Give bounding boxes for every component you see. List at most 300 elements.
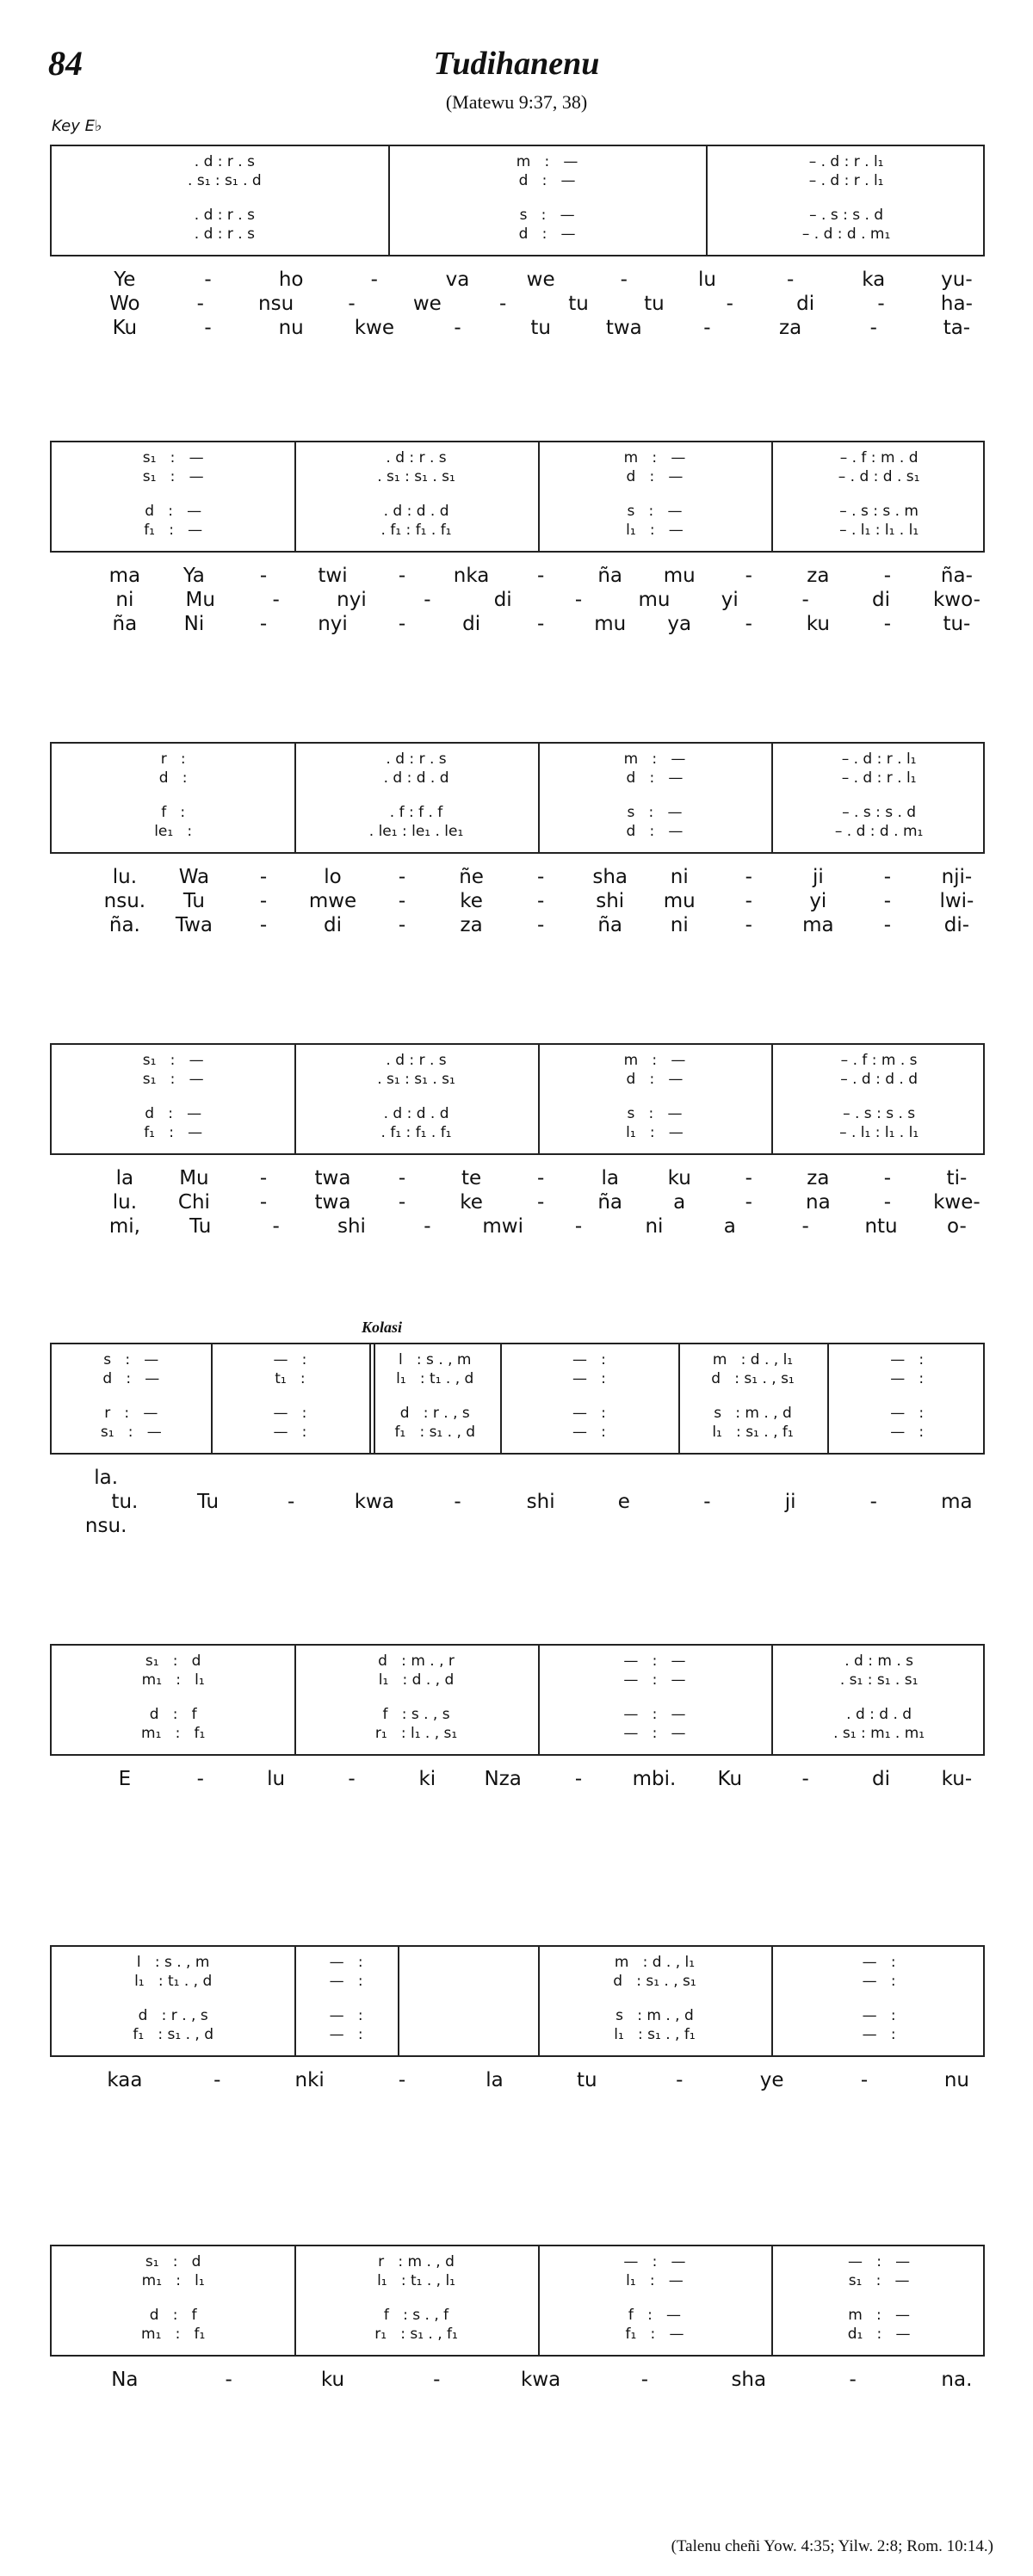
measure-notes: – . s : s . m xyxy=(839,503,919,520)
lyric-syllable: la xyxy=(601,1167,619,1189)
lyric-syllable: Ye xyxy=(114,269,136,291)
lyric-syllable: va xyxy=(445,269,470,291)
lyric-syllable: nka xyxy=(453,565,490,587)
lyric-syllable: mu xyxy=(663,890,696,912)
lyric-line xyxy=(50,1167,985,1191)
measure-notes: . d : r . s xyxy=(184,207,255,224)
lyric-syllable: - xyxy=(869,1491,877,1513)
measure-notes: — : xyxy=(572,1370,606,1387)
voice-row xyxy=(52,1124,983,1141)
lyric-syllable: e xyxy=(617,1491,630,1513)
lyric-syllable: Tu xyxy=(182,890,205,912)
measure-notes: . d : d . d xyxy=(383,769,449,787)
lyric-syllable: - xyxy=(398,914,406,936)
lyrics-block xyxy=(50,2369,985,2393)
measure-notes: – . d : r . l₁ xyxy=(841,769,917,787)
voice-row xyxy=(52,1052,983,1069)
lyric-line xyxy=(50,1515,985,1539)
lyric-syllable: o- xyxy=(947,1215,967,1238)
lyric-syllable: ho xyxy=(278,269,304,291)
lyric-syllable: - xyxy=(883,1191,892,1214)
lyrics-block xyxy=(50,1167,985,1239)
lyric-syllable: lwi- xyxy=(939,890,974,912)
measure-notes: f : — xyxy=(628,2307,682,2324)
lyric-syllable: mu xyxy=(638,589,671,611)
lyric-syllable: kwe- xyxy=(933,1191,980,1214)
measure-notes: – . d : d . d xyxy=(840,1071,919,1088)
measure-notes: m : — xyxy=(623,449,686,466)
voice-row xyxy=(52,2026,983,2043)
voice-row xyxy=(52,503,983,520)
lyric-syllable: E xyxy=(118,1768,132,1790)
lyric-syllable: Chi xyxy=(177,1191,210,1214)
lyric-syllable: - xyxy=(454,1491,461,1513)
lyric-syllable: mi, xyxy=(108,1215,140,1238)
lyric-syllable: ku xyxy=(320,2369,345,2391)
lyric-syllable: - xyxy=(398,565,406,587)
measure-notes: r₁ : s₁ . , f₁ xyxy=(374,2326,458,2343)
lyric-syllable: ya xyxy=(667,613,692,635)
solfa-staff xyxy=(50,1043,985,1155)
key-signature: Key E♭ xyxy=(52,117,102,135)
lyric-syllable: we xyxy=(526,269,555,291)
voice-row xyxy=(52,1405,983,1422)
measure-notes: . d : r . s xyxy=(184,225,255,243)
lyric-syllable: - xyxy=(801,589,809,611)
measure-notes: s : m . , d xyxy=(615,2007,694,2024)
lyric-syllable: - xyxy=(883,1167,892,1189)
lyric-syllable: shi xyxy=(596,890,625,912)
lyric-syllable: twa xyxy=(605,317,642,339)
lyric-syllable: - xyxy=(883,565,892,587)
solfa-staff xyxy=(50,1644,985,1756)
lyric-line xyxy=(50,269,985,293)
measure-notes: — : — xyxy=(623,1652,686,1670)
measure-notes: t₁ : xyxy=(275,1370,306,1387)
measure-notes: m : — xyxy=(516,153,578,170)
lyric-syllable: - xyxy=(348,1768,356,1790)
voice-row xyxy=(52,823,983,840)
measure-notes: — : xyxy=(862,1973,896,1990)
lyric-syllable: - xyxy=(424,1215,431,1238)
lyric-syllable: - xyxy=(259,1191,268,1214)
lyric-syllable: - xyxy=(849,2369,857,2391)
measure-notes: m : d . , l₁ xyxy=(712,1351,794,1368)
measure-notes: d : — xyxy=(626,823,684,840)
lyric-syllable: - xyxy=(398,1191,406,1214)
lyric-syllable: Nza xyxy=(484,1768,522,1790)
measure-notes: — : — xyxy=(623,1706,686,1723)
lyric-syllable: twi xyxy=(318,565,348,587)
measure-notes: — : — xyxy=(848,2253,911,2270)
lyric-syllable: a xyxy=(673,1191,686,1214)
voice-row xyxy=(52,1071,983,1088)
lyric-syllable: ji xyxy=(812,866,824,888)
lyric-syllable: di xyxy=(872,589,891,611)
voice-row xyxy=(52,207,983,224)
lyric-line xyxy=(50,317,985,341)
lyric-syllable: - xyxy=(370,269,378,291)
lyric-line xyxy=(50,1467,985,1491)
voice-row xyxy=(52,769,983,787)
lyric-syllable: - xyxy=(204,269,212,291)
measure-notes: . d : d . d xyxy=(383,1105,449,1122)
lyric-syllable: - xyxy=(259,914,268,936)
lyric-syllable: kaa xyxy=(107,2069,143,2091)
measure-notes: d : m . , r xyxy=(378,1652,455,1670)
lyric-syllable: Ya xyxy=(182,565,205,587)
lyric-syllable: lu. xyxy=(112,866,138,888)
scripture-reference: (Matewu 9:37, 38) xyxy=(445,91,588,113)
measure-notes: m : — xyxy=(623,1052,686,1069)
measure-notes: l₁ : — xyxy=(626,1124,684,1141)
lyric-syllable: Twa xyxy=(175,914,213,936)
lyric-syllable: di xyxy=(324,914,342,936)
lyric-line xyxy=(50,890,985,914)
lyric-syllable: - xyxy=(883,890,892,912)
music-system xyxy=(50,1945,985,2093)
lyric-syllable: tu. xyxy=(111,1491,139,1513)
lyric-syllable: - xyxy=(745,866,752,888)
lyric-syllable: - xyxy=(196,1768,204,1790)
music-system xyxy=(50,1043,985,1239)
lyric-syllable: nsu. xyxy=(84,1515,127,1537)
measure-notes: – . s : s . d xyxy=(809,207,884,224)
measure-notes: l₁ : d . , d xyxy=(378,1671,455,1689)
lyric-syllable: - xyxy=(869,317,877,339)
lyric-syllable: tu xyxy=(568,293,589,315)
lyric-syllable: nsu xyxy=(258,293,294,315)
lyric-syllable: ma xyxy=(108,565,141,587)
measure-notes: – . f : m . s xyxy=(840,1052,918,1069)
voice-row xyxy=(52,1652,983,1670)
lyric-syllable: lo xyxy=(324,866,342,888)
lyric-syllable: - xyxy=(883,914,892,936)
measure-notes: – . d : d . m₁ xyxy=(801,225,891,243)
lyric-syllable: ni xyxy=(670,914,689,936)
measure-notes: — : xyxy=(890,1370,925,1387)
hymn-title: Tudihanenu xyxy=(433,46,600,82)
measure-notes: d : — xyxy=(626,1071,684,1088)
measure-notes: . le₁ : le₁ . le₁ xyxy=(368,823,464,840)
music-system xyxy=(50,1343,985,1539)
measure-notes: m₁ : f₁ xyxy=(141,1725,206,1742)
lyric-syllable: - xyxy=(536,890,545,912)
measure-notes: . s₁ : s₁ . s₁ xyxy=(377,1071,455,1088)
measure-notes: s : — xyxy=(103,1351,159,1368)
measure-notes: d : r . , s xyxy=(138,2007,208,2024)
lyric-line xyxy=(50,1215,985,1239)
lyric-syllable: te xyxy=(461,1167,482,1189)
measure-notes: s : — xyxy=(627,1105,683,1122)
voice-row xyxy=(52,1973,983,1990)
hymn-number: 84 xyxy=(48,44,83,83)
lyric-syllable: la xyxy=(486,2069,504,2091)
measure-notes: s : — xyxy=(627,503,683,520)
lyric-syllable: tu xyxy=(644,293,665,315)
lyric-syllable: lu xyxy=(697,269,716,291)
chorus-label: Kolasi xyxy=(362,1319,403,1336)
measure-notes: – . d : r . l₁ xyxy=(841,751,917,768)
lyric-syllable: - xyxy=(196,293,204,315)
measure-notes: d₁ : — xyxy=(847,2326,911,2343)
lyric-line xyxy=(50,1491,985,1515)
lyric-syllable: mwi xyxy=(482,1215,524,1238)
lyric-line xyxy=(50,613,985,637)
music-system xyxy=(50,441,985,637)
lyric-syllable: - xyxy=(574,589,583,611)
measure-notes: l₁ : — xyxy=(626,522,684,539)
measure-notes: d : — xyxy=(626,769,684,787)
measure-notes: . f : f . f xyxy=(389,804,443,821)
lyric-syllable: yu- xyxy=(941,269,973,291)
lyric-syllable: yi xyxy=(721,589,739,611)
lyric-syllable: Ni xyxy=(183,613,205,635)
voice-row xyxy=(52,225,983,243)
lyric-syllable: - xyxy=(398,613,406,635)
measure-notes: – . f : m . d xyxy=(839,449,919,466)
measure-notes: r₁ : l₁ . , s₁ xyxy=(374,1725,458,1742)
lyric-syllable: yi xyxy=(809,890,827,912)
lyric-syllable: tu xyxy=(530,317,551,339)
measure-notes: – . d : r . l₁ xyxy=(808,172,884,189)
voice-row xyxy=(52,1424,983,1441)
voice-row xyxy=(52,2326,983,2343)
lyric-syllable: - xyxy=(213,2069,221,2091)
lyric-syllable: ku xyxy=(667,1167,691,1189)
lyric-syllable: nyi xyxy=(318,613,348,635)
lyric-syllable: sha xyxy=(592,866,628,888)
lyric-syllable: sha xyxy=(731,2369,767,2391)
lyric-syllable: - xyxy=(348,293,356,315)
lyric-syllable: - xyxy=(259,613,268,635)
lyric-syllable: - xyxy=(703,1491,711,1513)
lyric-syllable: - xyxy=(726,293,733,315)
measure-notes: l₁ : — xyxy=(626,2272,684,2289)
measure-notes: f : s . , f xyxy=(383,2307,449,2324)
lyric-syllable: nji- xyxy=(941,866,973,888)
lyric-syllable: ku xyxy=(806,613,830,635)
lyric-syllable: - xyxy=(745,1191,752,1214)
lyric-syllable: ña- xyxy=(940,565,973,587)
lyric-syllable: ke xyxy=(460,1191,483,1214)
voice-row xyxy=(52,751,983,768)
lyric-syllable: ña xyxy=(597,1191,623,1214)
lyric-syllable: - xyxy=(745,914,752,936)
lyric-syllable: we xyxy=(412,293,442,315)
measure-notes: d : f xyxy=(149,1706,197,1723)
voice-row xyxy=(52,1725,983,1742)
measure-notes: d : f xyxy=(149,2307,197,2324)
solfa-staff xyxy=(50,441,985,553)
voice-row xyxy=(52,153,983,170)
lyric-syllable: ña xyxy=(112,613,138,635)
lyric-syllable: - xyxy=(225,2369,232,2391)
measure-notes: – . d : d . s₁ xyxy=(838,468,920,485)
lyric-line xyxy=(50,2369,985,2393)
measure-notes: — : xyxy=(329,1954,363,1971)
lyric-syllable: la. xyxy=(94,1467,119,1489)
lyrics-block xyxy=(50,1768,985,1792)
measure-notes: d : — xyxy=(102,1370,160,1387)
measure-notes: l₁ : t₁ . , l₁ xyxy=(377,2272,455,2289)
lyric-syllable: - xyxy=(424,589,431,611)
voice-row xyxy=(52,1370,983,1387)
lyric-syllable: nsu. xyxy=(103,890,146,912)
lyric-syllable: ma xyxy=(941,1491,973,1513)
lyric-syllable: - xyxy=(259,890,268,912)
measure-notes: s₁ : d xyxy=(145,1652,201,1670)
measure-notes: f : xyxy=(161,804,186,821)
measure-notes: s : — xyxy=(627,804,683,821)
lyric-syllable: - xyxy=(786,269,795,291)
lyric-syllable: - xyxy=(620,269,628,291)
voice-row xyxy=(52,2253,983,2270)
measure-notes: — : xyxy=(572,1351,606,1368)
measure-notes: . d : r . s xyxy=(386,751,447,768)
lyric-syllable: tu xyxy=(577,2069,597,2091)
lyric-syllable: - xyxy=(536,1191,545,1214)
voice-row xyxy=(52,468,983,485)
measure-notes: — : xyxy=(329,2026,363,2043)
lyrics-block xyxy=(50,1467,985,1539)
lyric-syllable: ni xyxy=(115,589,134,611)
measure-notes: r : m . , d xyxy=(378,2253,455,2270)
lyric-syllable: Wa xyxy=(178,866,210,888)
lyrics-block xyxy=(50,866,985,938)
voice-row xyxy=(52,1706,983,1723)
measure-notes: d : r . , s xyxy=(399,1405,470,1422)
measure-notes: — : xyxy=(572,1424,606,1441)
lyric-syllable: Tu xyxy=(196,1491,220,1513)
lyric-syllable: - xyxy=(574,1215,583,1238)
lyric-syllable: Mu xyxy=(185,589,215,611)
measure-notes: d : — xyxy=(518,225,576,243)
lyric-syllable: Wo xyxy=(109,293,140,315)
voice-row xyxy=(52,2307,983,2324)
measure-notes: — : xyxy=(890,1424,925,1441)
lyrics-block xyxy=(50,565,985,637)
lyric-syllable: ha- xyxy=(940,293,973,315)
lyric-syllable: ka xyxy=(862,269,886,291)
measure-notes: s₁ : — xyxy=(100,1424,162,1441)
lyric-syllable: Mu xyxy=(179,1167,209,1189)
lyric-syllable: - xyxy=(883,613,892,635)
measure-notes: . s₁ : m₁ . m₁ xyxy=(833,1725,925,1742)
measure-notes: s₁ : — xyxy=(142,468,204,485)
measure-notes: m₁ : l₁ xyxy=(141,1671,205,1689)
lyric-syllable: lu xyxy=(267,1768,286,1790)
solfa-staff xyxy=(50,2245,985,2357)
lyric-syllable: ma xyxy=(802,914,834,936)
measure-notes: f₁ : — xyxy=(625,2326,684,2343)
lyric-line xyxy=(50,914,985,938)
voice-row xyxy=(52,172,983,189)
lyric-syllable: ki xyxy=(418,1768,436,1790)
lyric-syllable: a xyxy=(723,1215,736,1238)
lyric-syllable: - xyxy=(801,1768,809,1790)
measure-notes: . d : m . s xyxy=(844,1652,913,1670)
lyric-line xyxy=(50,866,985,890)
measure-notes: — : — xyxy=(623,2253,686,2270)
lyric-syllable: twa xyxy=(314,1167,351,1189)
measure-notes: – . d : d . m₁ xyxy=(834,823,924,840)
lyric-syllable: ta- xyxy=(943,317,971,339)
lyric-syllable: lu. xyxy=(112,1191,138,1214)
lyric-syllable: Ku xyxy=(112,317,138,339)
lyric-syllable: - xyxy=(398,1167,406,1189)
voice-row xyxy=(52,804,983,821)
measure-notes: — : — xyxy=(623,1725,686,1742)
lyric-line xyxy=(50,1768,985,1792)
lyric-syllable: - xyxy=(454,317,461,339)
footnote-references: (Talenu cheñi Yow. 4:35; Yilw. 2:8; Rom. 10:14.) xyxy=(671,2537,993,2555)
lyric-syllable: - xyxy=(574,1768,583,1790)
lyric-syllable: - xyxy=(259,866,268,888)
lyric-syllable: Tu xyxy=(189,1215,212,1238)
measure-notes: m₁ : l₁ xyxy=(141,2272,205,2289)
lyric-syllable: - xyxy=(883,866,892,888)
measure-notes: d : xyxy=(158,769,188,787)
lyric-syllable: ni xyxy=(670,866,689,888)
voice-row xyxy=(52,2272,983,2289)
lyric-syllable: nu xyxy=(943,2069,969,2091)
lyric-syllable: - xyxy=(801,1215,809,1238)
lyric-syllable: mwe xyxy=(308,890,357,912)
lyric-syllable: - xyxy=(745,565,752,587)
lyric-syllable: - xyxy=(398,2069,406,2091)
voice-row xyxy=(52,522,983,539)
lyric-syllable: nyi xyxy=(337,589,367,611)
measure-notes: s : m . , d xyxy=(714,1405,792,1422)
lyric-syllable: - xyxy=(536,613,545,635)
measure-notes: — : xyxy=(862,1954,896,1971)
lyric-syllable: di- xyxy=(943,914,970,936)
lyric-syllable: nu xyxy=(278,317,304,339)
measure-notes: d : — xyxy=(145,1105,202,1122)
measure-notes: — : xyxy=(273,1351,307,1368)
measure-notes: — : xyxy=(572,1405,606,1422)
lyric-syllable: - xyxy=(499,293,507,315)
measure-notes: s₁ : — xyxy=(142,449,204,466)
lyric-syllable: kwe xyxy=(354,317,394,339)
solfa-staff xyxy=(50,145,985,256)
lyric-syllable: ji xyxy=(784,1491,796,1513)
measure-notes: f : s . , s xyxy=(382,1706,450,1723)
lyric-syllable: ni xyxy=(645,1215,664,1238)
voice-row xyxy=(52,1105,983,1122)
lyric-syllable: - xyxy=(877,293,885,315)
lyric-syllable: shi xyxy=(337,1215,366,1238)
lyric-syllable: - xyxy=(272,589,280,611)
lyric-syllable: na. xyxy=(941,2369,973,2391)
lyric-syllable: Ku xyxy=(717,1768,743,1790)
measure-notes: – . s : s . d xyxy=(842,804,917,821)
voice-row xyxy=(52,449,983,466)
voice-row xyxy=(52,1954,983,1971)
lyric-syllable: mu xyxy=(663,565,696,587)
music-system xyxy=(50,742,985,938)
solfa-staff xyxy=(50,1343,985,1455)
lyric-syllable: tu- xyxy=(943,613,971,635)
measure-notes: . f₁ : f₁ . f₁ xyxy=(380,1124,452,1141)
lyric-syllable: di xyxy=(493,589,512,611)
measure-notes: d : — xyxy=(145,503,202,520)
measure-notes: s : — xyxy=(519,207,575,224)
lyrics-block xyxy=(50,269,985,341)
lyric-syllable: za xyxy=(460,914,483,936)
music-system xyxy=(50,2245,985,2393)
